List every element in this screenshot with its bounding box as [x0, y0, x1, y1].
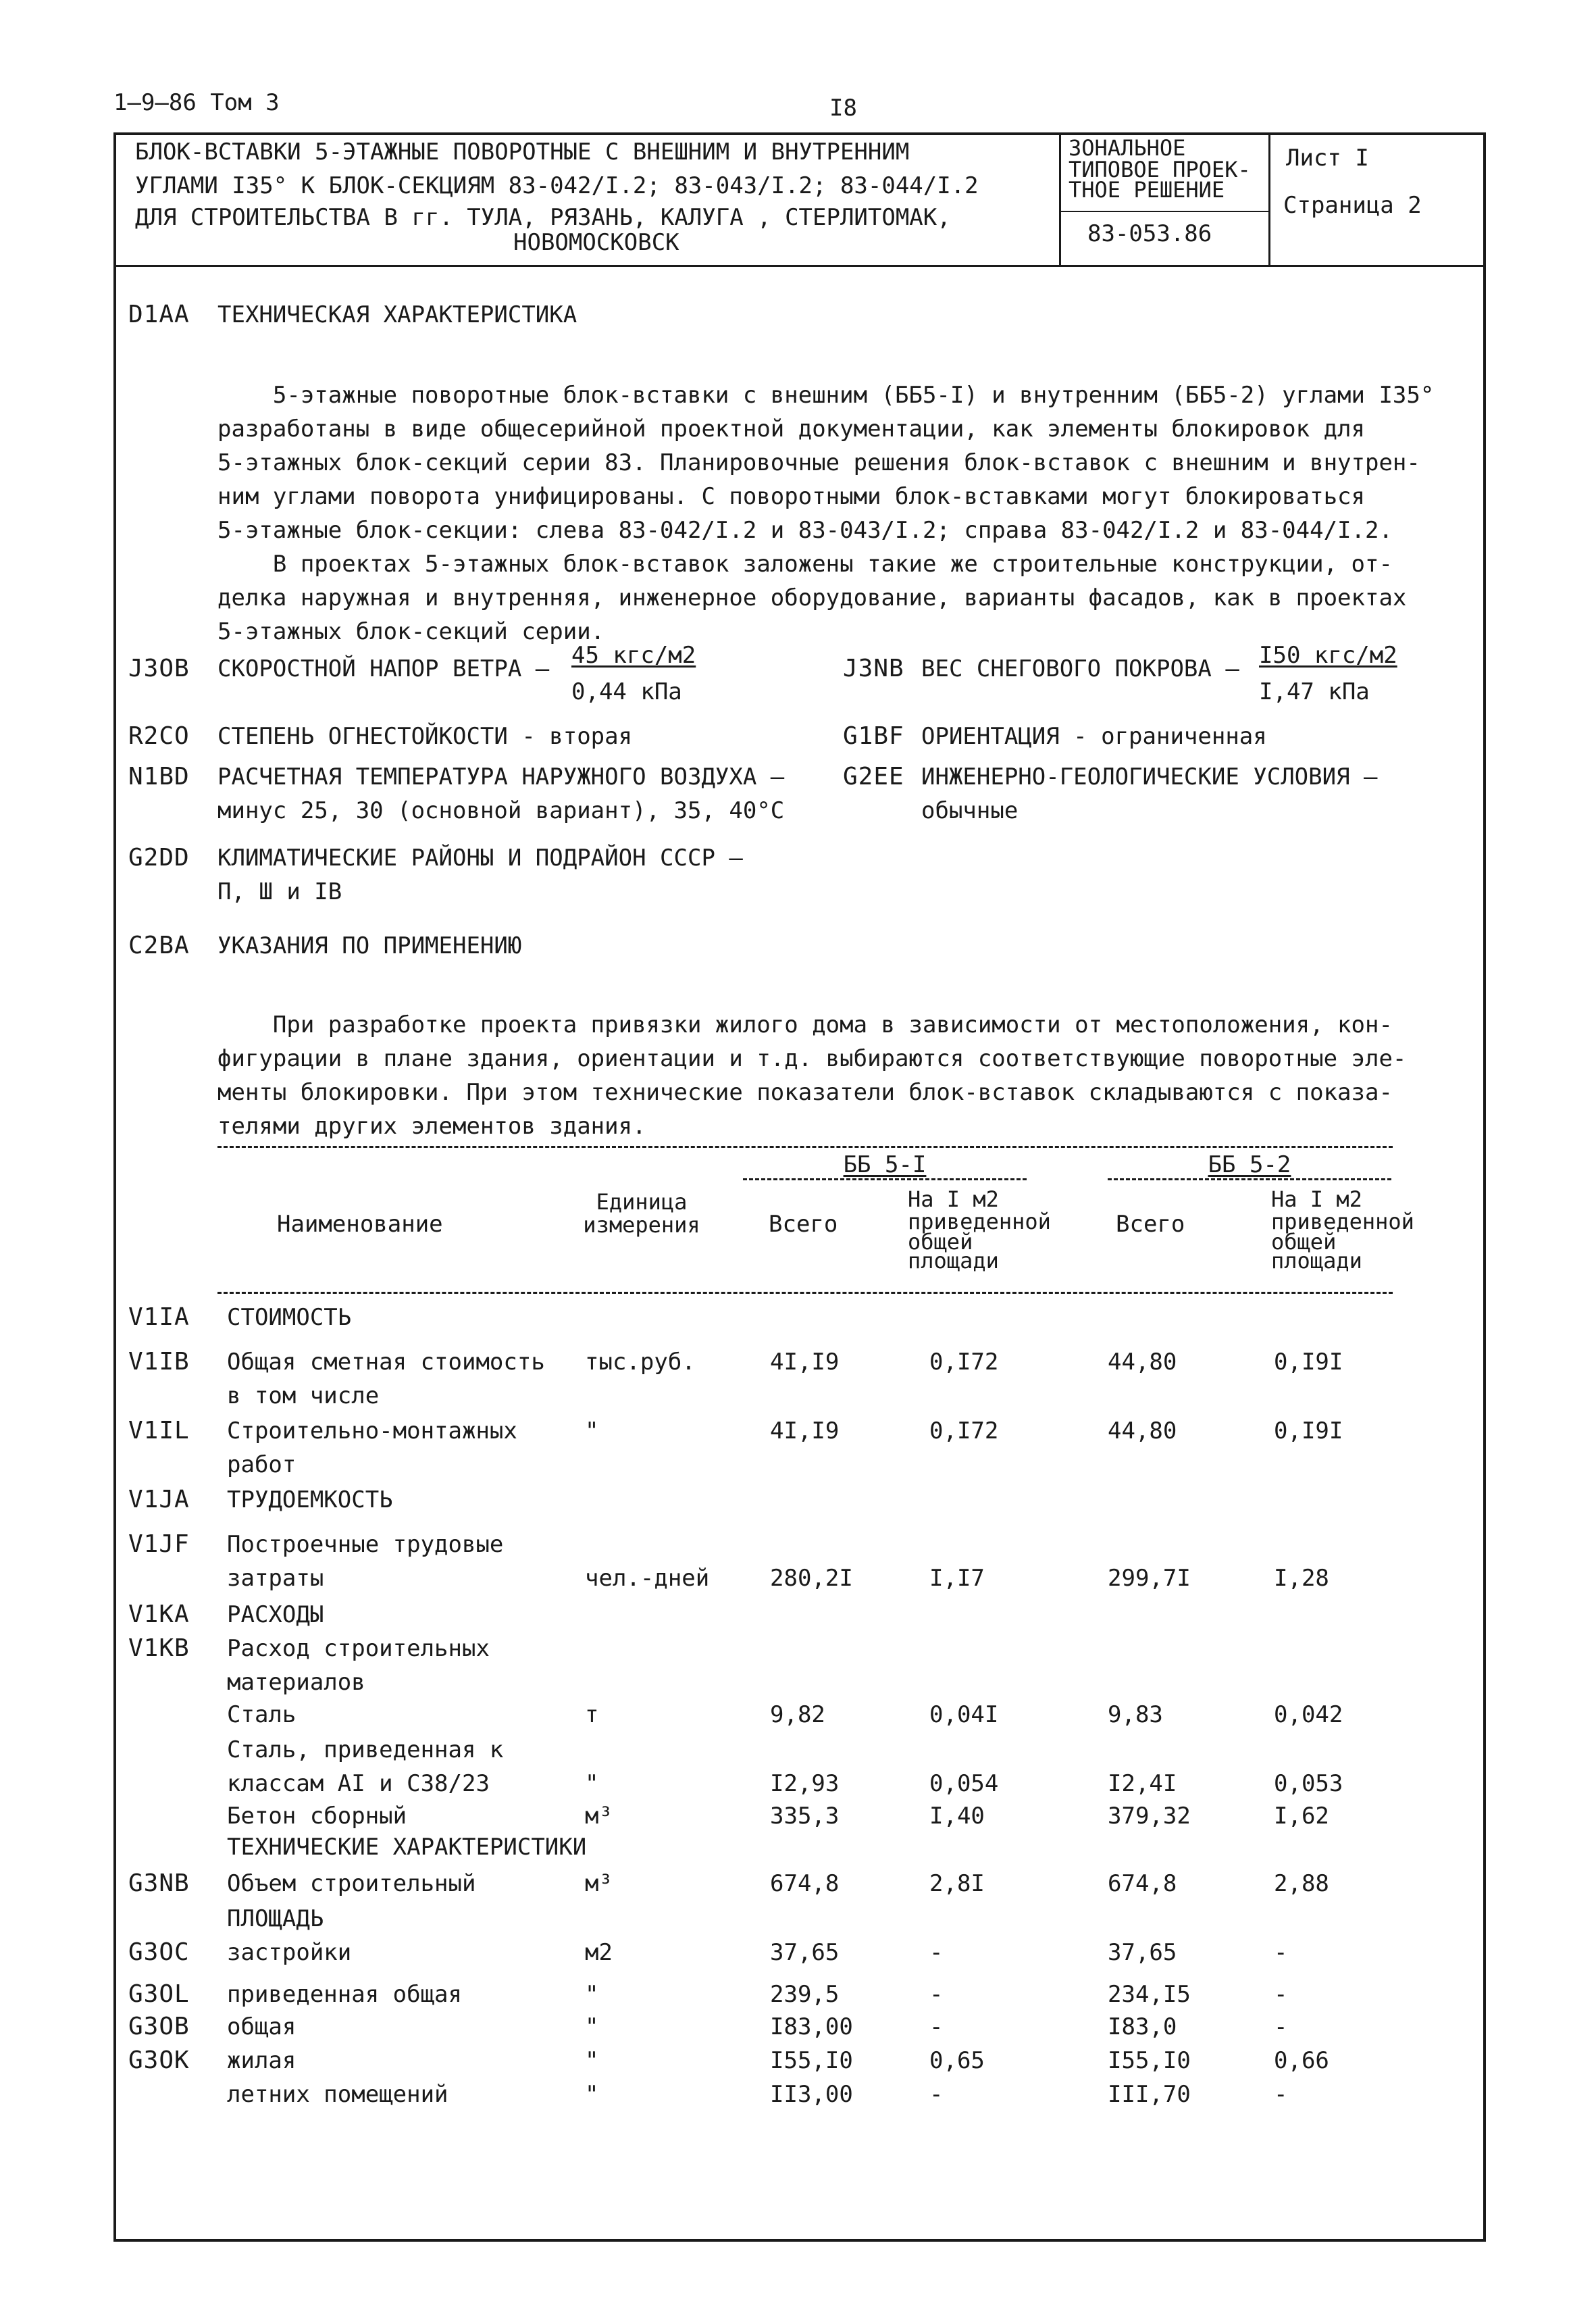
group-header-bb5-1: ББ 5-I — [843, 1151, 927, 1178]
wind-value-kpa: 0,44 кПа — [571, 678, 682, 705]
value-bb5-2-total: 44,80 — [1108, 1349, 1177, 1376]
value-bb5-2-total: 9,83 — [1108, 1701, 1163, 1728]
geology-code: G2EE — [843, 763, 904, 790]
value-bb5-1-total: II3,00 — [770, 2081, 853, 2108]
row-name: РАСХОДЫ — [227, 1601, 324, 1628]
row-name: летних помещений — [227, 2081, 448, 2108]
section-code: D1AA — [128, 301, 190, 328]
value-bb5-1-per-m2: I,40 — [929, 1803, 985, 1830]
row-name: Расход строительных — [227, 1635, 490, 1662]
title-line: ДЛЯ СТРОИТЕЛЬСТВА В гг. ТУЛА, РЯЗАНЬ, КАЛУГА , СТЕРЛИТОМАК, — [135, 204, 951, 231]
tech-heading: ТЕХНИЧЕСКАЯ ХАРАКТЕРИСТИКА — [217, 301, 577, 328]
header-line: Единица — [596, 1189, 688, 1215]
solution-line: ТНОЕ РЕШЕНИЕ — [1069, 177, 1225, 203]
header-line: На I м2 — [1271, 1186, 1362, 1212]
value-bb5-1-total: 4I,I9 — [770, 1417, 840, 1444]
row-name: классам AI и С38/23 — [227, 1770, 490, 1797]
climate-label: КЛИМАТИЧЕСКИЕ РАЙОНЫ И ПОДРАЙОН СССР – — [217, 845, 743, 872]
row-name: ТРУДОЕМКОСТЬ — [227, 1486, 393, 1513]
row-name: затраты — [227, 1565, 324, 1592]
header-line: На I м2 — [908, 1186, 999, 1212]
page-number: I8 — [829, 95, 857, 122]
header-line: площади — [1271, 1248, 1362, 1274]
value-bb5-1-per-m2: 0,I72 — [929, 1417, 999, 1444]
value-bb5-2-total: I83,0 — [1108, 2013, 1177, 2040]
snow-value-kgs: I50 кгс/м2 — [1259, 642, 1397, 669]
snow-value-kpa: I,47 кПа — [1259, 678, 1370, 705]
geology-value: обычные — [921, 797, 1019, 824]
value-bb5-1-per-m2: - — [929, 1981, 944, 2008]
text-line: телями других элементов здания. — [217, 1113, 646, 1140]
row-unit: " — [585, 1770, 599, 1797]
value-bb5-1-per-m2: I,I7 — [929, 1565, 985, 1592]
value-bb5-1-per-m2: - — [929, 1939, 944, 1966]
row-code: G3OK — [128, 2046, 190, 2074]
value-bb5-1-per-m2: 0,054 — [929, 1770, 999, 1797]
title-line: УГЛАМИ I35° К БЛОК-СЕКЦИЯМ 83-042/I.2; 83-043/I.2; 83-044/I.2 — [135, 172, 979, 199]
row-code: V1JF — [128, 1530, 190, 1558]
value-bb5-2-per-m2: 0,I9I — [1274, 1349, 1343, 1376]
row-code: G3NB — [128, 1869, 190, 1897]
row-unit: м2 — [585, 1939, 613, 1966]
row-name: материалов — [227, 1669, 365, 1696]
row-name: Бетон сборный — [227, 1803, 407, 1830]
wind-code: J3OB — [128, 655, 190, 682]
row-code: V1JA — [128, 1486, 190, 1513]
temperature-code: N1BD — [128, 763, 190, 790]
value-bb5-1-total: I2,93 — [770, 1770, 840, 1797]
header-line: общей — [1271, 1229, 1337, 1255]
title-line: БЛОК-ВСТАВКИ 5-ЭТАЖНЫЕ ПОВОРОТНЫЕ С ВНЕШНИМ И ВНУТРЕННИМ — [135, 139, 910, 166]
value-bb5-2-per-m2: 0,I9I — [1274, 1417, 1343, 1444]
value-bb5-1-total: 335,3 — [770, 1803, 840, 1830]
header-line: измерения — [583, 1212, 700, 1238]
row-code: V1IB — [128, 1348, 190, 1376]
header-line: приведенной — [1271, 1209, 1414, 1234]
text-line: делка наружная и внутренняя, инженерное оборудование, варианты фасадов, как в проектах — [217, 584, 1407, 611]
value-bb5-2-per-m2: 2,88 — [1274, 1870, 1329, 1897]
sheet-label: Лист I — [1286, 145, 1369, 172]
value-bb5-2-total: 299,7I — [1108, 1565, 1191, 1592]
row-unit: чел.-дней — [585, 1565, 710, 1592]
value-bb5-1-per-m2: - — [929, 2013, 944, 2040]
value-bb5-1-per-m2: - — [929, 2081, 944, 2108]
value-bb5-1-per-m2: 0,65 — [929, 2047, 985, 2074]
text-line: 5-этажные блок-секции: слева 83-042/I.2 и 83-043/I.2; справа 83-042/I.2 и 83-044/I.2. — [217, 517, 1393, 544]
snow-code: J3NB — [843, 655, 904, 682]
text-line: 5-этажные поворотные блок-вставки с внешним (ББ5-I) и внутренним (ББ5-2) углами I35° — [217, 382, 1435, 409]
text-line: 5-этажных блок-секций серии 83. Планировочные решения блок-вставок с внешним и внутрен- — [217, 449, 1420, 476]
value-bb5-2-total: III,70 — [1108, 2081, 1191, 2108]
row-unit: м³ — [585, 1803, 613, 1830]
row-unit: м³ — [585, 1870, 613, 1897]
row-name: Сталь — [227, 1701, 297, 1728]
row-code: G3OL — [128, 1980, 190, 2008]
row-code: V1IL — [128, 1417, 190, 1444]
row-code: V1KA — [128, 1601, 190, 1628]
value-bb5-2-total: 234,I5 — [1108, 1981, 1191, 2008]
climate-value: П, Ш и IВ — [217, 878, 342, 905]
usage-heading: УКАЗАНИЯ ПО ПРИМЕНЕНИЮ — [217, 932, 522, 959]
value-bb5-1-per-m2: 2,8I — [929, 1870, 985, 1897]
value-bb5-1-total: 4I,I9 — [770, 1349, 840, 1376]
row-name: застройки — [227, 1939, 352, 1966]
row-code: V1KB — [128, 1634, 190, 1662]
value-bb5-2-total: I2,4I — [1108, 1770, 1177, 1797]
value-bb5-2-per-m2: - — [1274, 1981, 1288, 2008]
col-total-header-2: Всего — [1116, 1211, 1185, 1238]
value-bb5-2-per-m2: 0,66 — [1274, 2047, 1329, 2074]
title-line: НОВОМОСКОВСК — [513, 229, 679, 256]
row-code: V1IA — [128, 1303, 190, 1331]
value-bb5-1-total: 674,8 — [770, 1870, 840, 1897]
wind-value-kgs: 45 кгс/м2 — [571, 642, 696, 669]
value-bb5-2-per-m2: I,28 — [1274, 1565, 1329, 1592]
value-bb5-2-total: 37,65 — [1108, 1939, 1177, 1966]
value-bb5-2-per-m2: - — [1274, 1939, 1288, 1966]
snow-label: ВЕС СНЕГОВОГО ПОКРОВА – — [921, 655, 1239, 682]
wind-label: СКОРОСТНОЙ НАПОР ВЕТРА – — [217, 655, 550, 682]
value-bb5-1-per-m2: 0,04I — [929, 1701, 999, 1728]
row-unit: " — [585, 2013, 599, 2040]
row-unit: т — [585, 1701, 599, 1728]
orientation-code: G1BF — [843, 722, 904, 750]
value-bb5-1-total: 9,82 — [770, 1701, 825, 1728]
value-bb5-2-total: 44,80 — [1108, 1417, 1177, 1444]
row-name: Общая сметная стоимость — [227, 1349, 545, 1376]
text-line: ним углами поворота унифицированы. С поворотными блок-вставками могут блокироваться — [217, 483, 1365, 510]
row-name: приведенная общая — [227, 1981, 462, 2008]
row-unit: " — [585, 1417, 599, 1444]
row-name: Построечные трудовые — [227, 1531, 504, 1558]
value-bb5-2-per-m2: 0,053 — [1274, 1770, 1343, 1797]
text-line: При разработке проекта привязки жилого дома в зависимости от местоположения, кон- — [217, 1011, 1393, 1038]
row-name: Объем строительный — [227, 1870, 476, 1897]
header-line: площади — [908, 1248, 999, 1274]
row-name: в том числе — [227, 1382, 380, 1409]
value-bb5-1-total: I83,00 — [770, 2013, 853, 2040]
value-bb5-1-total: I55,I0 — [770, 2047, 853, 2074]
row-code: G3OC — [128, 1938, 190, 1966]
fire-code: R2CO — [128, 722, 190, 750]
value-bb5-2-total: 379,32 — [1108, 1803, 1191, 1830]
row-unit: " — [585, 1981, 599, 2008]
value-bb5-1-total: 37,65 — [770, 1939, 840, 1966]
value-bb5-1-per-m2: 0,I72 — [929, 1349, 999, 1376]
header-line: приведенной — [908, 1209, 1051, 1234]
solution-code: 83-053.86 — [1087, 220, 1212, 247]
col-name-header: Наименование — [277, 1211, 443, 1238]
row-name: жилая — [227, 2047, 297, 2074]
solution-line: ТИПОВОЕ ПРОЕК- — [1069, 157, 1251, 182]
row-unit: тыс.руб. — [585, 1349, 696, 1376]
row-name: Строительно-монтажных — [227, 1417, 517, 1444]
row-name: ПЛОЩАДЬ — [227, 1905, 324, 1932]
text-line: фигурации в плане здания, ориентации и т.д. выбираются соответствующие поворотные эле- — [217, 1045, 1407, 1072]
text-line: менты блокировки. При этом технические показатели блок-вставок складываются с показа- — [217, 1079, 1393, 1106]
text-line: разработаны в виде общесерийной проектной документации, как элементы блокировок для — [217, 416, 1365, 443]
temperature-label: РАСЧЕТНАЯ ТЕМПЕРАТУРА НАРУЖНОГО ВОЗДУХА – — [217, 763, 785, 790]
row-name: работ — [227, 1451, 297, 1478]
value-bb5-2-total: I55,I0 — [1108, 2047, 1191, 2074]
row-name: ТЕХНИЧЕСКИЕ ХАРАКТЕРИСТИКИ — [227, 1834, 587, 1861]
col-total-header-1: Всего — [769, 1211, 838, 1238]
row-unit: " — [585, 2081, 599, 2108]
group-header-bb5-2: ББ 5-2 — [1208, 1151, 1291, 1178]
orientation: ОРИЕНТАЦИЯ - ограниченная — [921, 723, 1267, 750]
value-bb5-1-total: 239,5 — [770, 1981, 840, 2008]
row-name: СТОИМОСТЬ — [227, 1304, 352, 1331]
row-name: Сталь, приведенная к — [227, 1736, 504, 1763]
header-line: общей — [908, 1229, 973, 1255]
value-bb5-2-per-m2: 0,042 — [1274, 1701, 1343, 1728]
climate-code: G2DD — [128, 844, 190, 872]
row-name: общая — [227, 2013, 297, 2040]
temperature-values: минус 25, 30 (основной вариант), 35, 40°С — [217, 797, 785, 824]
value-bb5-2-total: 674,8 — [1108, 1870, 1177, 1897]
row-unit: " — [585, 2047, 599, 2074]
value-bb5-1-total: 280,2I — [770, 1565, 853, 1592]
solution-line: ЗОНАЛЬНОЕ — [1069, 135, 1186, 161]
geology-label: ИНЖЕНЕРНО-ГЕОЛОГИЧЕСКИЕ УСЛОВИЯ – — [921, 763, 1378, 790]
usage-code: C2BA — [128, 932, 190, 959]
value-bb5-2-per-m2: I,62 — [1274, 1803, 1329, 1830]
page-label: Страница 2 — [1283, 192, 1422, 219]
text-line: В проектах 5-этажных блок-вставок заложены такие же строительные конструкции, от- — [217, 551, 1393, 578]
value-bb5-2-per-m2: - — [1274, 2081, 1288, 2108]
fire-resistance: СТЕПЕНЬ ОГНЕСТОЙКОСТИ - вторая — [217, 723, 633, 750]
value-bb5-2-per-m2: - — [1274, 2013, 1288, 2040]
row-code: G3OB — [128, 2013, 190, 2040]
series-reference: 1—9—86 Том 3 — [113, 89, 280, 116]
text-line: 5-этажных блок-секций серии. — [217, 618, 605, 645]
